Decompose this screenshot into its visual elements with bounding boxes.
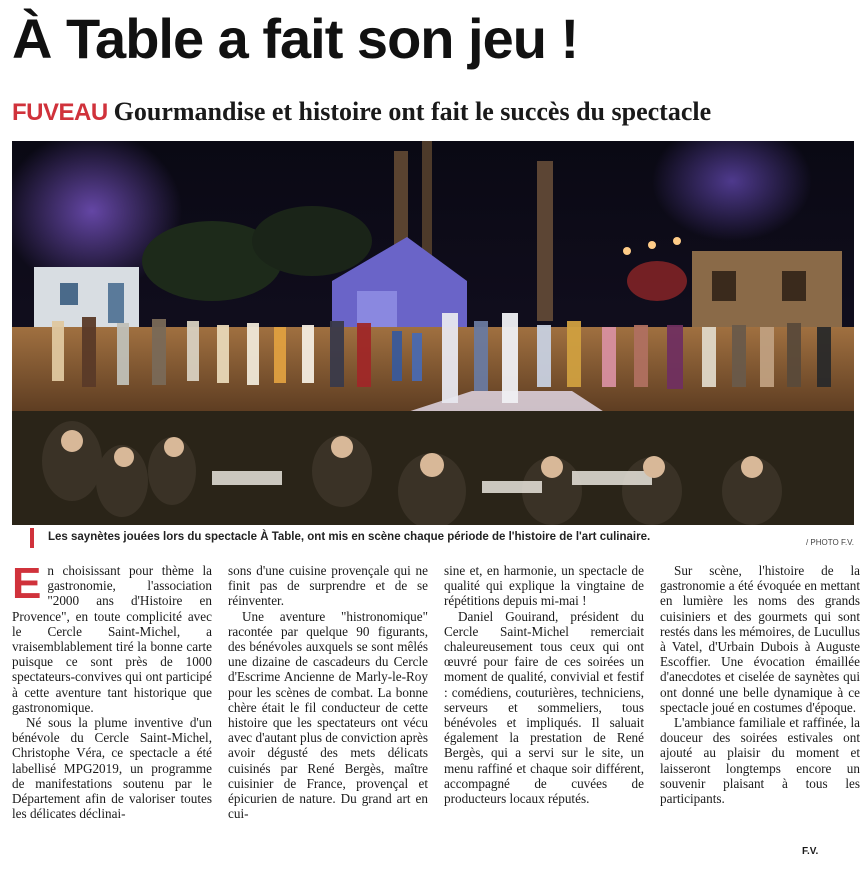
drop-cap: E [12, 559, 42, 608]
article-paragraph: Daniel Gouirand, président du Cercle Saint-Michel remerciait chaleureusement tous ceux qui ont œuvré pour faire de ces soirées un moment de qualité, convivial et festif : comédiens, couturières, techniciens, serveurs et sommeliers, tous bénévoles et impliqués. Il saluait également la prestation de René Bergès, qui a servi sur le site, un menu raffiné et chaque soir différent, accompagné de cuvées de producteurs locaux réputés. [444, 608, 644, 807]
article-column-1 [12, 559, 212, 822]
subhead-text: Gourmandise et histoire ont fait le succès du spectacle [113, 97, 712, 126]
photo-caption: Les saynètes jouées lors du spectacle À Table, ont mis en scène chaque période de l'histoire de l'art culinaire. [48, 531, 651, 543]
article-photo [12, 141, 854, 525]
photo-credit: / PHOTO F.V. [805, 538, 854, 547]
photo-caption-bar [34, 528, 854, 548]
article-paragraph [12, 559, 212, 715]
article-paragraph: Sur scène, l'histoire de la gastronomie a été évoquée en mettant en lumière les noms des grands cuisiniers et des gourmets qui sont restés dans les mémoires, de Lucullus à Vatel, d'Urbain Dubois à Auguste Escoffier. Une évocation émaillée d'anecdotes et ciselée de saynètes qui ont donné une belle dynamique à ce spectacle joué en costumes d'époque. [660, 563, 860, 715]
location-kicker: FUVEAU [12, 99, 108, 126]
author-signature: F.V. [802, 846, 819, 857]
article-column-3 [444, 563, 644, 806]
article-column-4 [660, 563, 860, 806]
article-headline: À Table a fait son jeu ! [12, 7, 579, 70]
caption-marker [30, 528, 34, 548]
stage-scene-illustration [12, 141, 854, 525]
article-paragraph: Une aventure "histronomique" racontée par quelque 90 figurants, des bénévoles auxquels se sont mêlés une dizaine de cascadeurs du Cercle d'Escrime Ancienne de Marly-le-Roy pour les scènes de combat. La bonne chère était le fil conducteur de cette histoire que les spectateurs ont vécu avec d'autant plus de conviction après avoir dégusté des mets délicats cuisinés par René Bergès, maître cuisinier de France, provençal et épicurien de nature. Du grand art en cui- [228, 608, 428, 822]
article-paragraph: sons d'une cuisine provençale qui ne finit pas de surprendre et de se réinventer. [228, 563, 428, 609]
article-subhead [12, 96, 852, 129]
article-paragraph: L'ambiance familiale et raffinée, la douceur des soirées estivales ont ajouté au plaisir du moment et laisseront longtemps encore un souvenir plaisant à tous les participants. [660, 715, 860, 807]
article-column-2 [228, 563, 428, 821]
article-paragraph: Né sous la plume inventive d'un bénévole du Cercle Saint-Michel, Christophe Véra, ce spectacle a été labellisé MPG2019, un programme de manifestations soutenu par le Département afin de valoriser toutes les délicates déclinai- [12, 715, 212, 822]
paragraph-text: n choisissant pour thème la gastronomie, l'association "2000 ans d'Histoire en Provence", en toute complicité avec le Cercle Saint-Michel, a vraisemblablement tiré la bonne carte puisque ce sont près de 1000 spectateurs-convives qui ont participé à cette aventure tant historique que gastronomique. [12, 563, 212, 715]
article-paragraph: sine et, en harmonie, un spectacle de qualité qui explique la vingtaine de répétitions depuis mi-mai ! [444, 563, 644, 609]
